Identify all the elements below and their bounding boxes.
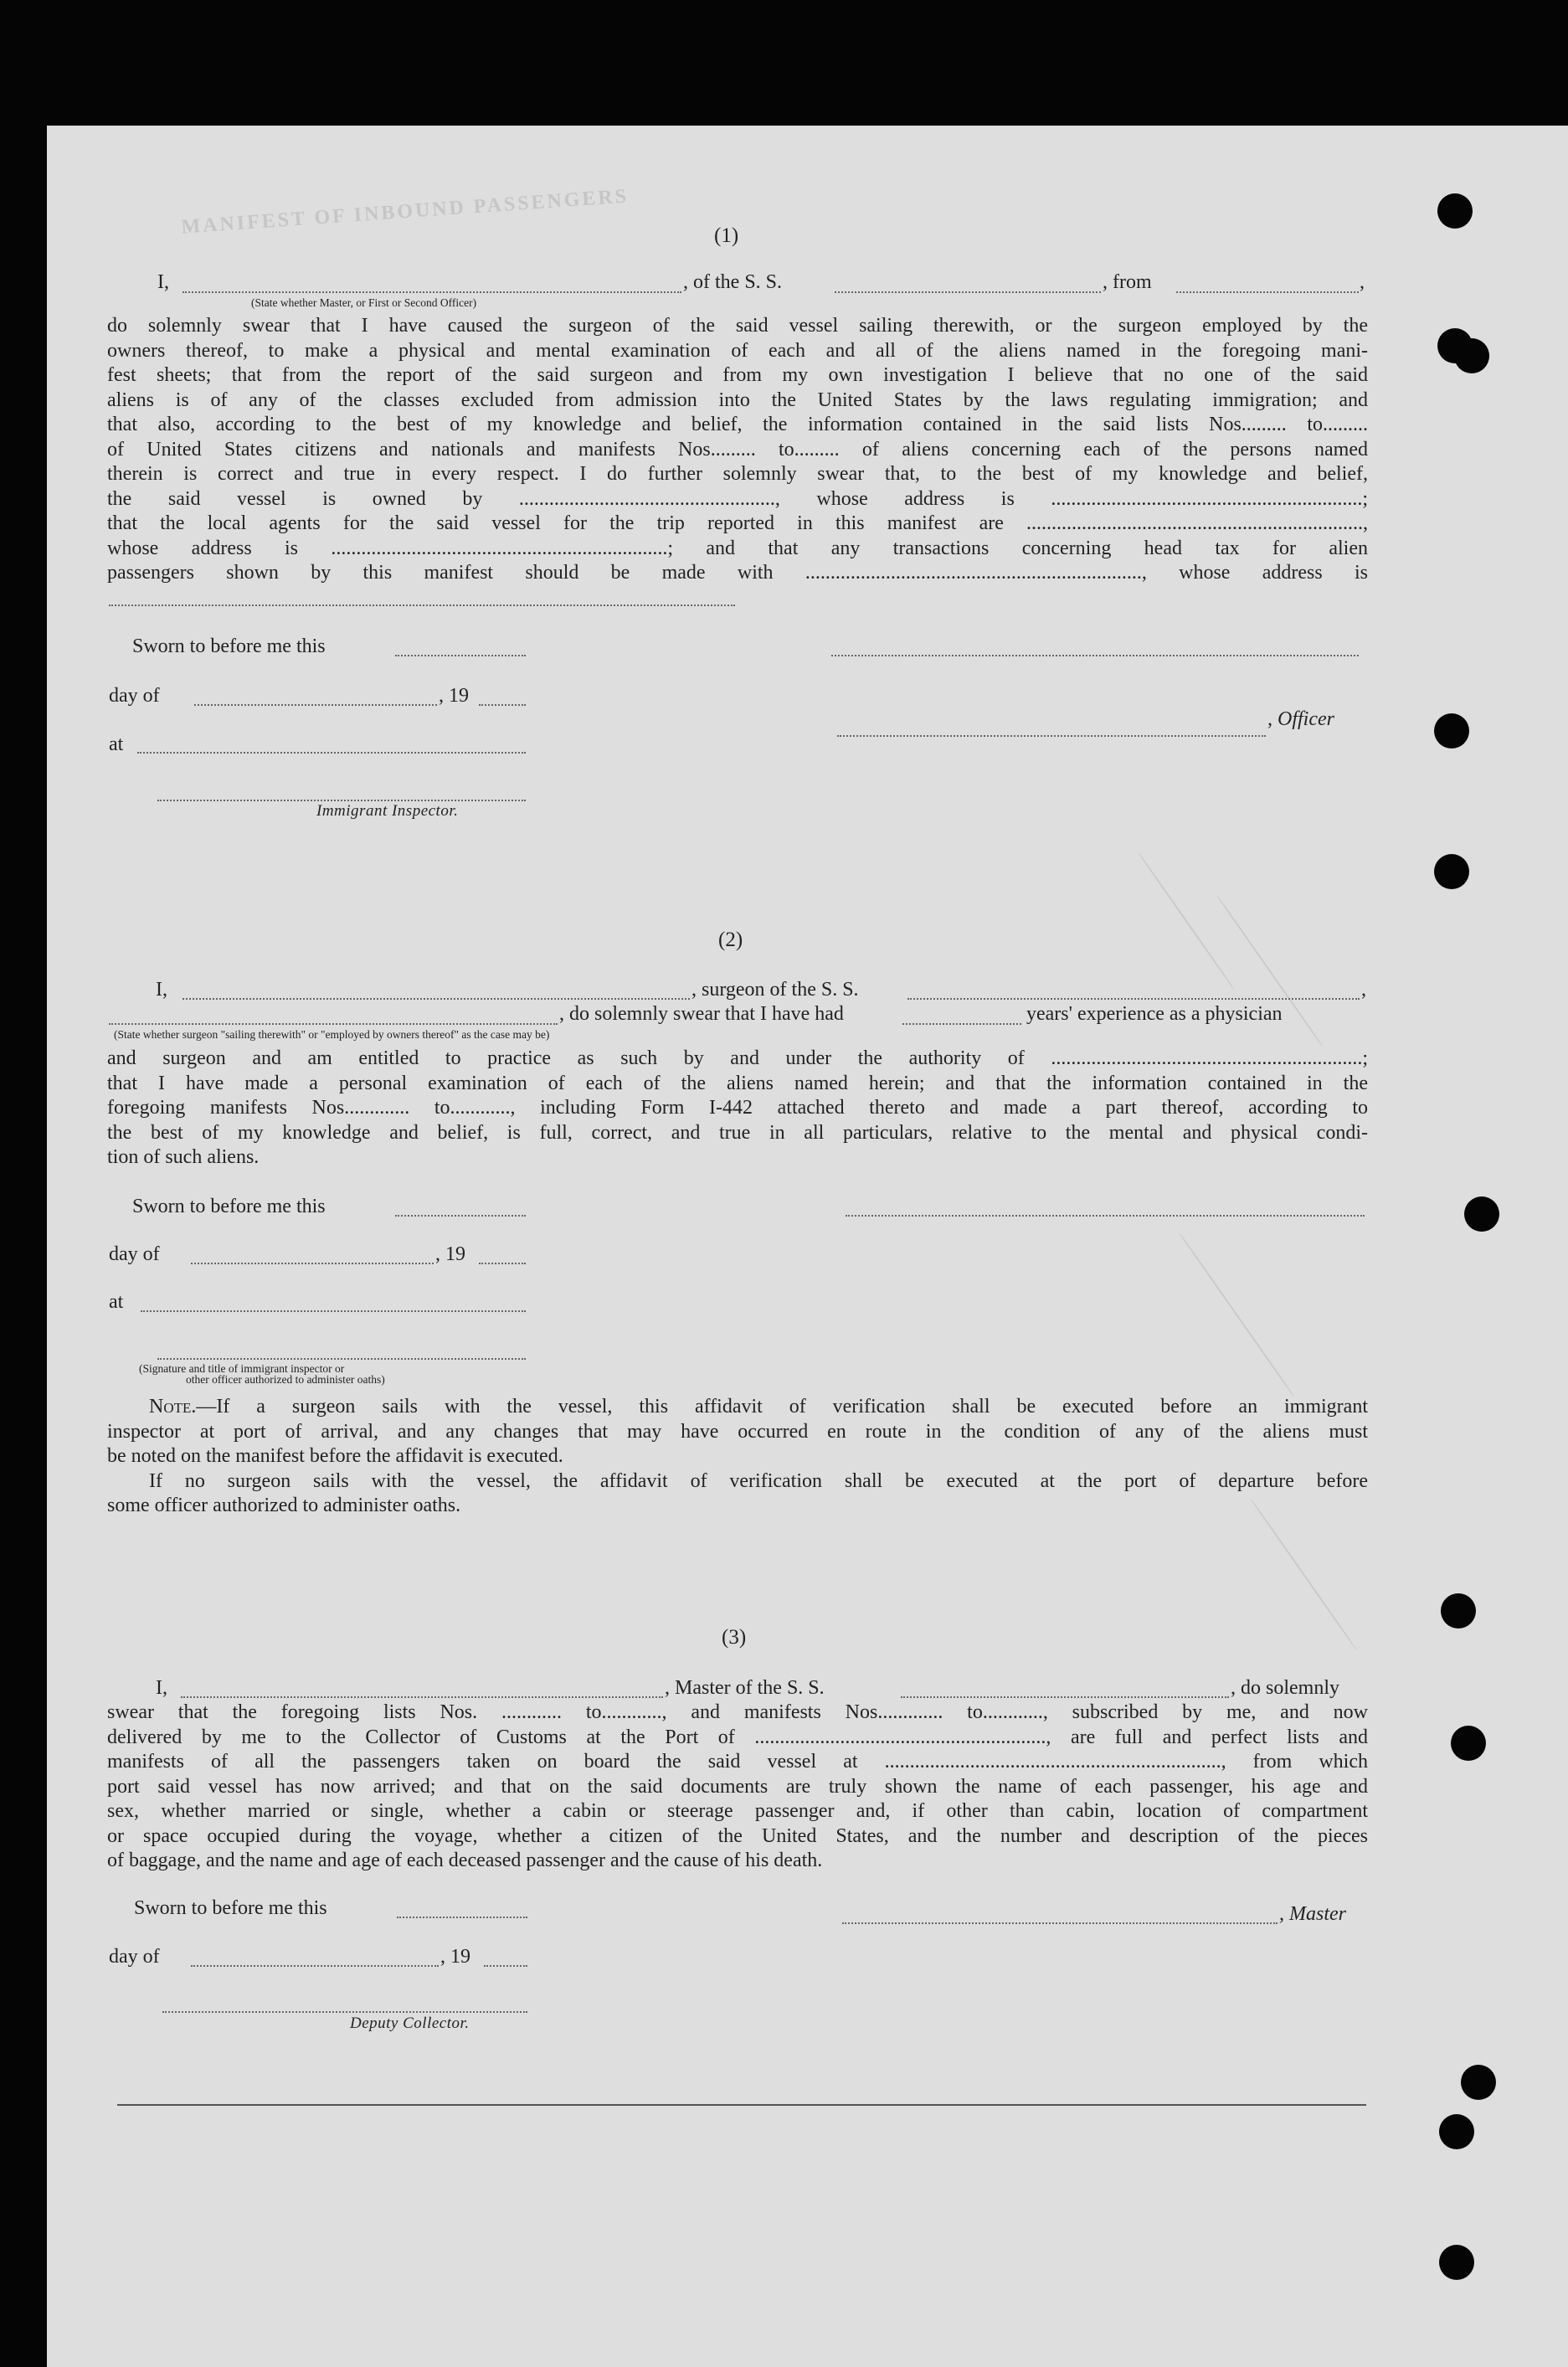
oath-line: the said vessel is owned by ..................................................., whose address is ..............................................................;: [107, 487, 1368, 510]
punch-hole: [1437, 193, 1473, 229]
officer-title-field[interactable]: [837, 735, 1266, 737]
year-field[interactable]: [479, 704, 526, 706]
note-paragraph: [107, 1395, 1368, 1444]
master-label: , Master: [1279, 1903, 1346, 1925]
address-field[interactable]: [109, 605, 735, 606]
note2-paragraph: [149, 1469, 1368, 1495]
master-name-field[interactable]: [181, 1696, 663, 1698]
years-label: years' experience as a physician: [1026, 1003, 1283, 1025]
at-place-field[interactable]: [141, 1310, 526, 1312]
section-2-number: (2): [718, 929, 743, 951]
trailing-comma: ,: [1360, 271, 1365, 293]
oath-line: foregoing manifests Nos............. to............, including Form I-442 attached thereto and made a part thereof, according to: [107, 1097, 1368, 1119]
month-field[interactable]: [191, 1965, 439, 1967]
oath-line: fest sheets; that from the report of the said surgeon and from my own investigation I believe that no one of the said: [107, 364, 1368, 386]
at-label: at: [109, 1291, 124, 1313]
note-line: be noted on the manifest before the affidavit is executed.: [107, 1445, 563, 1467]
surgeon-oath-paragraph: [107, 1047, 1368, 1145]
oath-line: delivered by me to the Collector of Customs at the Port of .........................................................., are full and perfect lists and: [107, 1726, 1368, 1748]
day-of-label: day of: [109, 1946, 160, 1968]
punch-hole: [1454, 338, 1489, 373]
at-place-field[interactable]: [137, 752, 526, 754]
oath-line: therein is correct and true in every respect. I do further solemnly swear that, to the best of my knowledge and belief,: [107, 463, 1368, 485]
bottom-rule: [117, 2104, 1366, 2106]
oath-line: and surgeon and am entitled to practice as such by and under the authority of ..............................................................;: [107, 1047, 1368, 1069]
swear-label: , do solemnly swear that I have had: [559, 1003, 844, 1025]
trailing-comma: ,: [1361, 979, 1366, 1001]
month-field[interactable]: [194, 704, 437, 706]
at-label: at: [109, 733, 124, 755]
inspector-signature-field[interactable]: [157, 800, 526, 801]
show-through-mark: [1250, 1498, 1357, 1649]
vessel-name-field[interactable]: [835, 291, 1101, 293]
note-line: If no surgeon sails with the vessel, the affidavit of verification shall be executed at the port of departure before: [149, 1470, 1368, 1492]
officer-signature-field[interactable]: [831, 655, 1359, 656]
inspector-label: Immigrant Inspector.: [316, 802, 459, 820]
master-of-ss-label: , Master of the S. S.: [665, 1677, 825, 1699]
surgeon-i-label: I,: [156, 979, 167, 1001]
rank-caption: (State whether Master, or First or Second Officer): [251, 296, 477, 309]
surgeon-of-ss-label: , surgeon of the S. S.: [691, 979, 859, 1001]
oath-line: owners thereof, to make a physical and mental examination of each and all of the aliens named in the foregoing mani-: [107, 339, 1368, 362]
oath-line: sex, whether married or single, whether a cabin or steerage passenger and, if other than cabin, location of compartment: [107, 1800, 1368, 1822]
collector-label: Deputy Collector.: [350, 2015, 470, 2032]
punch-hole: [1439, 2245, 1474, 2280]
year-field[interactable]: [479, 1263, 526, 1264]
year-label: , 19: [439, 685, 469, 707]
oath-i-label: I,: [157, 271, 169, 293]
oath-line: manifests of all the passengers taken on board the said vessel at ..................................................................., from which: [107, 1751, 1368, 1773]
sworn-label: Sworn to before me this: [132, 1196, 326, 1217]
sworn-label: Sworn to before me this: [134, 1897, 327, 1919]
oath-line: that the local agents for the said vessel for the trip reported in this manifest are ...................................................................,: [107, 512, 1368, 534]
oath-line: port said vessel has now arrived; and that on the said documents are truly shown the name of each passenger, his age and: [107, 1775, 1368, 1798]
year-field[interactable]: [484, 1965, 527, 1967]
year-label: , 19: [435, 1243, 465, 1265]
master-oath-paragraph: [107, 314, 1368, 586]
master-oath-paragraph: [107, 1701, 1368, 1849]
from-label: , from: [1103, 271, 1152, 293]
note-line: —If a surgeon sails with the vessel, this affidavit of verification shall be executed before an immigrant: [196, 1396, 1368, 1418]
oath-line: that I have made a personal examination of each of the aliens named herein; and that the information contained in the: [107, 1072, 1368, 1094]
note-line: some officer authorized to administer oaths.: [107, 1495, 461, 1516]
sworn-date-field[interactable]: [395, 655, 526, 656]
oath-line: aliens is of any of the classes excluded from admission into the United States by the laws regulating immigration; and: [107, 388, 1368, 411]
punch-hole: [1464, 1196, 1499, 1232]
month-field[interactable]: [191, 1263, 434, 1264]
show-through-mark: [1178, 1232, 1294, 1397]
master-i-label: I,: [156, 1677, 167, 1699]
oath-line: swear that the foregoing lists Nos. ............ to............, and manifests Nos............. to............, subscribed by me, and now: [107, 1701, 1368, 1723]
solemnly-label: , do solemnly: [1231, 1677, 1339, 1699]
punch-hole: [1451, 1726, 1486, 1761]
oath-line: of United States citizens and nationals and manifests Nos......... to......... of aliens concerning each of the persons named: [107, 438, 1368, 461]
section-1-number: (1): [714, 224, 739, 247]
day-of-label: day of: [109, 1243, 160, 1265]
oath-line: tion of such aliens.: [107, 1146, 260, 1168]
inspector-signature-field[interactable]: [157, 1358, 526, 1360]
sworn-date-field[interactable]: [395, 1215, 526, 1217]
signature-caption: other officer authorized to administer oaths): [186, 1373, 385, 1386]
collector-signature-field[interactable]: [162, 2011, 527, 2013]
punch-hole: [1439, 2114, 1474, 2149]
punch-hole: [1441, 1593, 1476, 1629]
surgeon-type-field[interactable]: [183, 998, 690, 1000]
oath-line: of baggage, and the name and age of each deceased passenger and the cause of his death.: [107, 1850, 823, 1871]
show-through-text: MANIFEST OF INBOUND PASSENGERS: [180, 185, 630, 239]
section-3-number: (3): [722, 1626, 747, 1649]
sworn-date-field[interactable]: [397, 1917, 527, 1918]
punch-hole: [1434, 854, 1469, 889]
note-label: Note.: [149, 1396, 197, 1418]
officer-label: , Officer: [1267, 708, 1334, 730]
oath-line: passengers shown by this manifest should be made with ..................................................................., whose address is: [107, 562, 1368, 584]
surgeon-name-field[interactable]: [109, 1023, 558, 1025]
master-vessel-field[interactable]: [901, 1696, 1229, 1698]
oath-line: that also, according to the best of my knowledge and belief, the information contained in the said lists Nos......... to.........: [107, 414, 1368, 435]
surgeon-type-caption: (State whether surgeon "sailing therewith" or "employed by owners thereof" as the case may be): [114, 1028, 550, 1041]
signature-caption: (Signature and title of immigrant inspector or: [139, 1362, 345, 1375]
punch-hole: [1434, 713, 1469, 749]
show-through-mark: [1138, 852, 1235, 991]
surgeon-vessel-field[interactable]: [907, 998, 1360, 1000]
year-label: , 19: [440, 1946, 470, 1968]
oath-line: whose address is ...................................................................; and that any transactions concerning head tax for alien: [107, 537, 1368, 559]
years-field[interactable]: [902, 1023, 1021, 1025]
sworn-label: Sworn to before me this: [132, 635, 326, 657]
master-signature-field[interactable]: [842, 1922, 1278, 1924]
note-line: inspector at port of arrival, and any changes that may have occurred en route in the condition of any of the aliens must: [107, 1420, 1368, 1443]
surgeon-signature-field[interactable]: [846, 1215, 1365, 1217]
oath-line: the best of my knowledge and belief, is full, correct, and true in all particulars, relative to the mental and physical condi-: [107, 1121, 1368, 1144]
day-of-label: day of: [109, 685, 160, 707]
oath-line: or space occupied during the voyage, whether a citizen of the United States, and the number and description of the pieces: [107, 1824, 1368, 1847]
officer-rank-field[interactable]: [183, 291, 681, 293]
oath-line: do solemnly swear that I have caused the surgeon of the said vessel sailing therewith, or the surgeon employed by the: [107, 315, 1368, 337]
punch-hole: [1461, 2065, 1496, 2100]
of-ss-label: , of the S. S.: [683, 271, 783, 293]
from-port-field[interactable]: [1176, 291, 1359, 293]
